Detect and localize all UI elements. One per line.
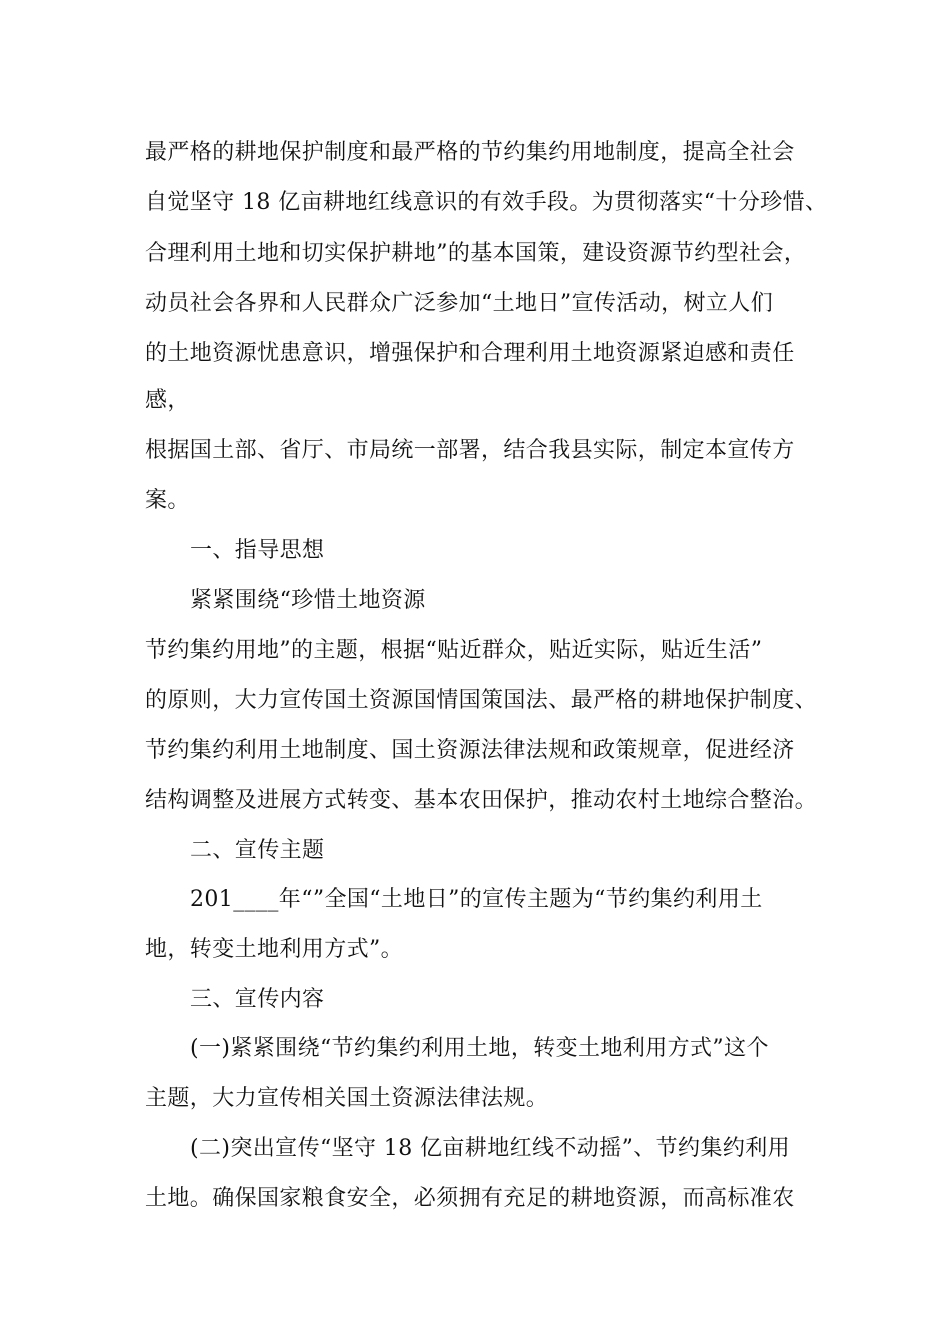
body-text-line: 感， [145,388,190,413]
body-text-line: 合理利用土地和切实保护耕地”的基本国策，建设资源节约型社会， [145,241,807,266]
body-text-line: (一)紧紧围绕“节约集约利用土地，转变土地利用方式”这个 [190,1036,769,1061]
body-text-line: 201____年“”全国“土地日”的宣传主题为“节约集约利用土 [190,887,763,912]
body-text-line: 结构调整及进展方式转变、基本农田保护，推动农村土地综合整治。 [145,788,818,813]
body-text-line: (二)突出宣传“坚守 18 亿亩耕地红线不动摇”、节约集约利用 [190,1136,791,1161]
body-text-line: 自觉坚守 18 亿亩耕地红线意识的有效手段。为贯彻落实“十分珍惜、 [145,190,828,215]
body-text-line: 的原则，大力宣传国土资源国情国策国法、最严格的耕地保护制度、 [145,688,818,713]
body-text-line: 最严格的耕地保护制度和最严格的节约集约用地制度，提高全社会 [145,140,795,165]
body-text-line: 的土地资源忧患意识，增强保护和合理利用土地资源紧迫感和责任 [145,341,795,366]
body-text-line: 土地。确保国家粮食安全，必须拥有充足的耕地资源，而高标准农 [145,1186,795,1211]
body-text-line: 节约集约用地”的主题，根据“贴近群众，贴近实际，贴近生活” [145,638,763,663]
section-heading-guiding-ideology: 一、指导思想 [190,538,325,563]
section-heading-theme: 二、宣传主题 [190,838,325,863]
body-text-line: 地，转变土地利用方式”。 [145,937,404,962]
body-text-line: 主题，大力宣传相关国土资源法律法规。 [145,1086,549,1111]
body-text-line: 节约集约利用土地制度、国土资源法律法规和政策规章，促进经济 [145,738,795,763]
body-text-line: 根据国土部、省厅、市局统一部署，结合我县实际，制定本宣传方 [145,438,795,463]
body-text-line: 案。 [145,488,190,513]
section-heading-content: 三、宣传内容 [190,987,325,1012]
body-text-line: 紧紧围绕“珍惜土地资源 [190,588,426,613]
body-text-line: 动员社会各界和人民群众广泛参加“土地日”宣传活动，树立人们 [145,291,774,316]
